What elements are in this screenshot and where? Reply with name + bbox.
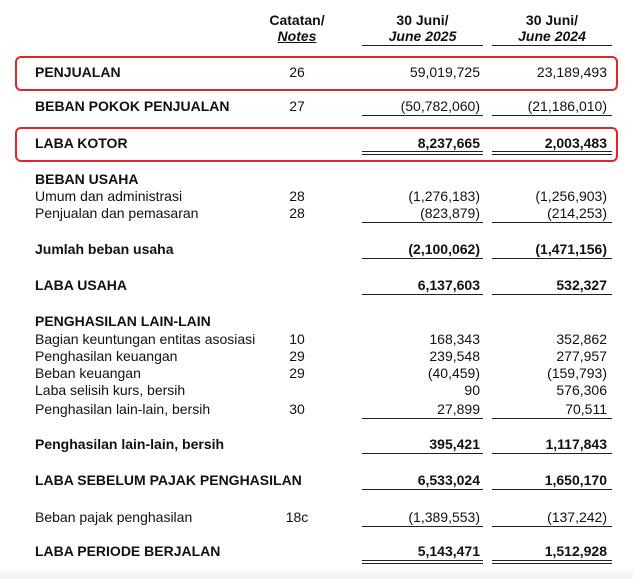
penghasilan-lain-bersih-label: Penghasilan lain-lain, bersih [35,401,211,417]
penghasilan-keuangan-label: Penghasilan keuangan [35,348,178,364]
penghasilan-lain-rule-2024 [492,418,612,419]
laba-selisih-2024: 576,306 [556,382,607,398]
penghasilan-lain-rule-2025 [362,418,483,419]
jumlah-beban-2025: (2,100,062) [408,241,480,257]
umum-2024: (1,256,903) [535,188,607,204]
penghasilan-lain-bersih-2024: 70,511 [565,401,607,417]
penghasilan-lain-heading: PENGHASILAN LAIN-LAIN [35,313,211,329]
laba-periode-2025: 5,143,471 [417,543,480,559]
penjualan-2025: 59,019,725 [409,64,480,80]
beban-pokok-2024: (21,186,010) [527,98,607,114]
laba-kotor-rule-2025 [362,151,483,155]
umum-note: 28 [289,188,305,204]
penjualan-note: 26 [289,64,305,80]
bagian-2025: 168,343 [429,331,480,347]
beban-pajak-rule-2024 [492,526,612,527]
laba-kotor-2024: 2,003,483 [544,135,607,151]
penjualan-2024: 23,189,493 [536,64,607,80]
penjualan-pemasaran-label: Penjualan dan pemasaran [35,205,199,221]
laba-kotor-rule-2024 [492,151,612,155]
column-2024-header-rule [492,45,612,46]
laba-sebelum-pajak-2025: 6,533,024 [417,472,480,488]
beban-pajak-label: Beban pajak penghasilan [35,509,193,525]
beban-usaha-rule-2025 [362,222,483,223]
beban-keuangan-2024: (159,793) [547,365,607,381]
penghasilan-lain-bersih-note: 30 [289,401,305,417]
bagian-note: 10 [289,331,305,347]
total-lain-rule-2025 [362,453,483,454]
beban-pajak-note: 18c [285,509,309,525]
bottom-edge-shade [0,568,633,579]
penghasilan-keuangan-2024: 277,957 [556,348,607,364]
jumlah-beban-rule-2025 [362,258,483,259]
beban-pokok-label: BEBAN POKOK PENJUALAN [35,98,230,114]
laba-usaha-label: LABA USAHA [35,277,128,293]
beban-pajak-rule-2025 [362,526,483,527]
beban-pokok-rule-2024 [492,115,612,116]
penjualan-label: PENJUALAN [35,64,121,80]
laba-usaha-2025: 6,137,603 [417,277,480,293]
jumlah-beban-label: Jumlah beban usaha [35,241,174,257]
beban-keuangan-note: 29 [289,365,305,381]
laba-selisih-label: Laba selisih kurs, bersih [35,382,186,398]
laba-sebelum-pajak-rule-2024 [492,489,612,490]
jumlah-beban-rule-2024 [492,258,612,259]
beban-keuangan-2025: (40,459) [427,365,480,381]
umum-2025: (1,276,183) [408,188,480,204]
column-2024-header-en: June 2024 [518,28,586,44]
laba-kotor-2025: 8,237,665 [417,135,480,151]
total-lain-2025: 395,421 [429,436,480,452]
beban-pajak-2024: (137,242) [547,509,607,525]
beban-keuangan-label: Beban keuangan [35,365,141,381]
notes-header-id: Catatan/ [269,12,325,28]
column-2024-header-id: 30 Juni/ [525,12,579,28]
penghasilan-lain-bersih-2025: 27,899 [437,401,480,417]
notes-header-en: Notes [277,28,317,44]
beban-usaha-heading: BEBAN USAHA [35,171,139,187]
total-lain-label: Penghasilan lain-lain, bersih [35,436,225,452]
beban-pokok-2025: (50,782,060) [400,98,480,114]
penjualan-pemasaran-2024: (214,253) [547,205,607,221]
laba-periode-rule-2024 [492,560,612,564]
beban-pokok-note: 27 [289,98,305,114]
total-lain-rule-2024 [492,453,612,454]
laba-sebelum-pajak-2024: 1,650,170 [544,472,607,488]
laba-periode-2024: 1,512,928 [544,543,607,559]
laba-periode-label: LABA PERIODE BERJALAN [35,543,221,559]
laba-kotor-label: LABA KOTOR [35,135,128,151]
column-2024-header [492,12,612,44]
column-2025-header [362,12,483,44]
bagian-label: Bagian keuntungan entitas asosiasi [35,331,256,347]
laba-usaha-rule-2024 [492,294,612,295]
total-lain-2024: 1,117,843 [545,436,607,452]
beban-pokok-rule-2025 [362,115,483,116]
laba-usaha-rule-2025 [362,294,483,295]
jumlah-beban-2024: (1,471,156) [535,241,607,257]
laba-usaha-2024: 532,327 [556,277,607,293]
laba-periode-rule-2025 [362,560,483,564]
laba-sebelum-pajak-rule-2025 [362,489,483,490]
beban-usaha-rule-2024 [492,222,612,223]
beban-pajak-2025: (1,389,553) [408,509,480,525]
penghasilan-keuangan-note: 29 [289,348,305,364]
laba-sebelum-pajak-label: LABA SEBELUM PAJAK PENGHASILAN [35,472,302,488]
penjualan-pemasaran-2025: (823,879) [420,205,480,221]
column-2025-header-en: June 2025 [388,28,457,44]
umum-label: Umum dan administrasi [35,188,183,204]
penghasilan-keuangan-2025: 239,548 [429,348,480,364]
penjualan-pemasaran-note: 28 [289,205,305,221]
laba-selisih-2025: 90 [464,382,480,398]
column-2025-header-id: 30 Juni/ [396,12,449,28]
notes-header [258,12,336,44]
column-2025-header-rule [362,45,483,46]
bagian-2024: 352,862 [556,331,607,347]
